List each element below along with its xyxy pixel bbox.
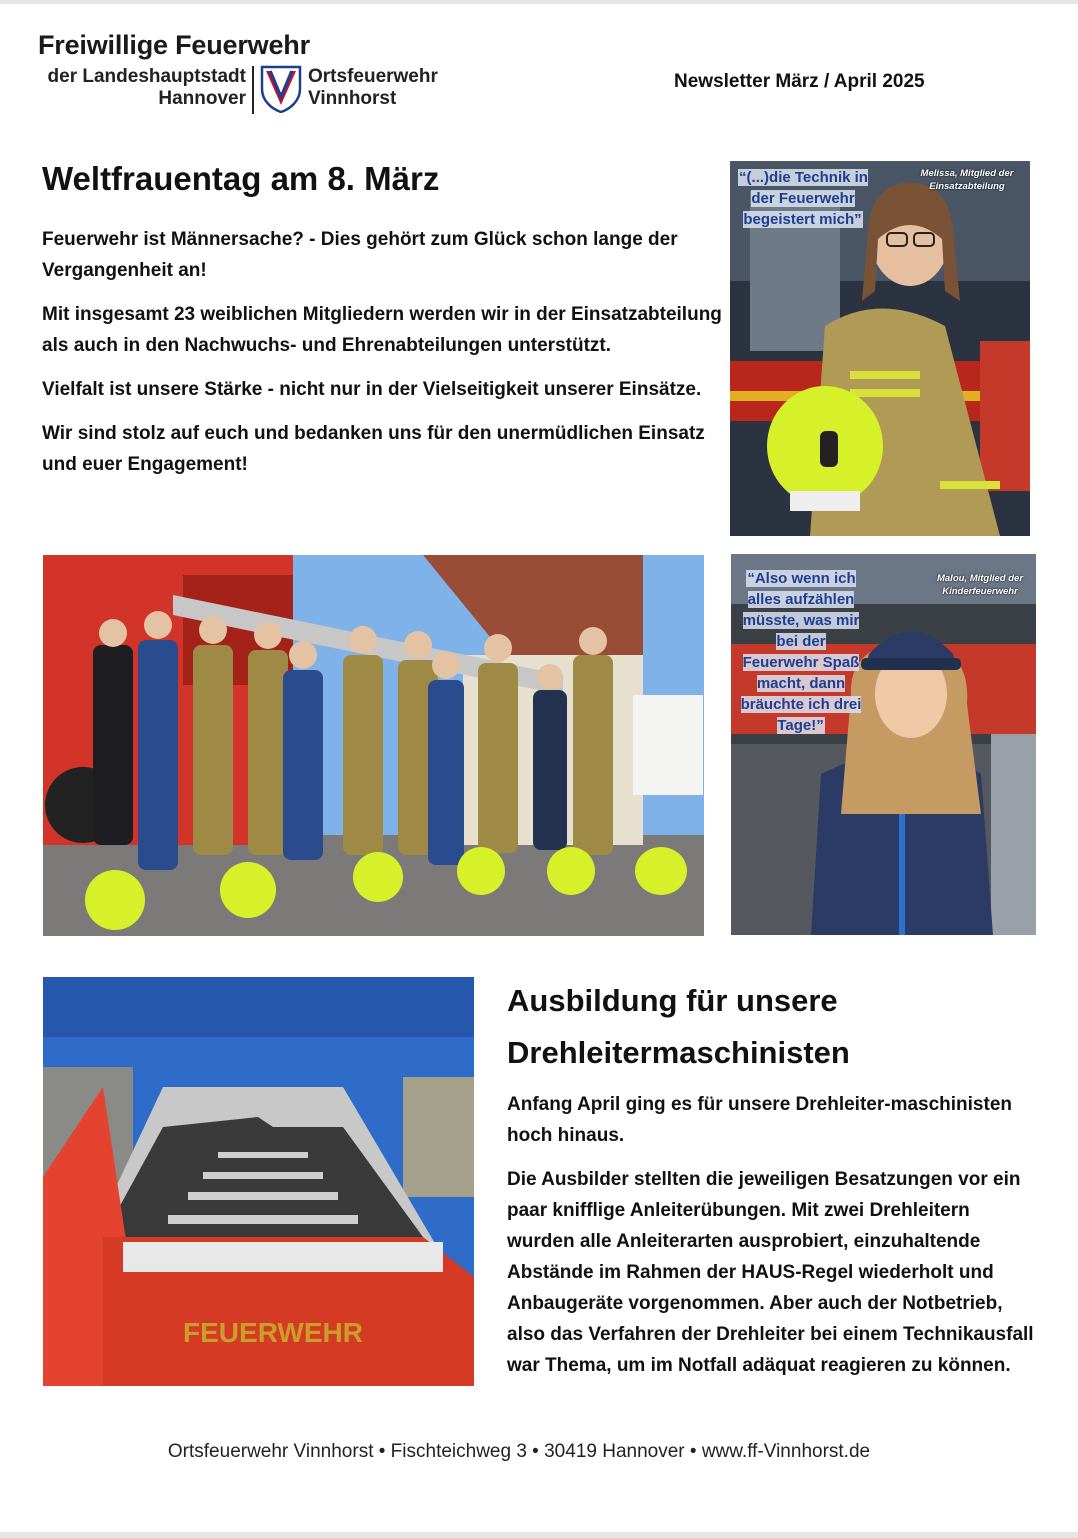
logo-title: Freiwillige Feuerwehr (38, 30, 310, 60)
logo-unit (308, 66, 438, 110)
melissa-quote-text: “(...)die Technik in der Feuerwehr begeistert mich” (739, 169, 868, 228)
article1-paragraph: Mit insgesamt 23 weiblichen Mitgliedern werden wir in der Einsatzabteilung als auch in den Nachwuchs- und Ehrenabteilungen unterstützt. (42, 304, 722, 356)
article1-paragraph: Wir sind stolz auf euch und bedanken uns für den unermüdlichen Einsatz und euer Engagement! (42, 423, 705, 475)
logo-divider (252, 66, 254, 114)
malou-caption: Malou, Mitglied der Kinderfeuerwehr (936, 573, 1024, 597)
article1-title: Weltfrauentag am 8. März (42, 160, 440, 197)
ladder-photo-illustration (43, 977, 474, 1386)
malou-portrait-photo (731, 554, 1036, 935)
footer-address: Ortsfeuerwehr Vinnhorst • Fischteichweg 3 • 30419 Hannover • www.ff-Vinnhorst.de (167, 1441, 871, 1462)
article1-body (42, 224, 722, 493)
logo-city-line1: der Landeshauptstadt (47, 66, 246, 87)
melissa-quote (738, 167, 868, 230)
article1-paragraph: Feuerwehr ist Männersache? - Dies gehört zum Glück schon lange der Vergangenheit an! (42, 229, 678, 281)
turntable-ladder-photo (43, 977, 474, 1386)
article2-title (507, 975, 1047, 1079)
truck-lettering: FEUERWEHR (183, 1317, 363, 1348)
group-photo-illustration (43, 555, 704, 936)
article2-paragraph: Die Ausbilder stellten die jeweiligen Besatzungen vor ein paar knifflige Anleiterübungen. Mit zwei Drehleitern wurden alle Anleiterarten ausprobiert, einzuhaltende Abstände im Rahmen der HAUS-Regel wiederholt und Anbaugeräte vorgenommen. Aber auch der Notbetrieb, also das Verfahren der Drehleiter bei einem Technikausfall war Thema, um im Notfall adäquat reagieren zu können. (507, 1169, 1034, 1376)
melissa-caption: Melissa, Mitglied der Einsatzabteilung (920, 168, 1014, 192)
logo-city-line2: Hannover (158, 88, 246, 109)
newsletter-issue: Newsletter März / April 2025 (674, 71, 925, 92)
page-top-edge (0, 0, 1078, 4)
crest-icon (260, 65, 302, 113)
logo-unit-line2: Vinnhorst (308, 88, 397, 109)
malou-quote (737, 568, 865, 736)
article2-title-line1: Ausbildung für unsere (507, 983, 838, 1018)
page-bottom-edge (0, 1532, 1078, 1538)
melissa-portrait-photo (730, 161, 1030, 536)
article2-body (507, 1089, 1037, 1394)
article2-title-line2: Drehleitermaschinisten (507, 1035, 850, 1070)
logo-city (38, 66, 246, 110)
article2-paragraph: Anfang April ging es für unsere Drehleiter-maschinisten hoch hinaus. (507, 1094, 1013, 1146)
logo-unit-line1: Ortsfeuerwehr (308, 66, 438, 87)
ff-logo (38, 30, 458, 120)
malou-quote-text: “Also wenn ich alles aufzählen müsste, was mir bei der Feuerwehr Spaß macht, dann bräuchte ich drei Tage!” (740, 570, 862, 734)
article1-paragraph: Vielfalt ist unsere Stärke - nicht nur in der Vielseitigkeit unserer Einsätze. (42, 379, 702, 400)
group-photo (43, 555, 704, 936)
